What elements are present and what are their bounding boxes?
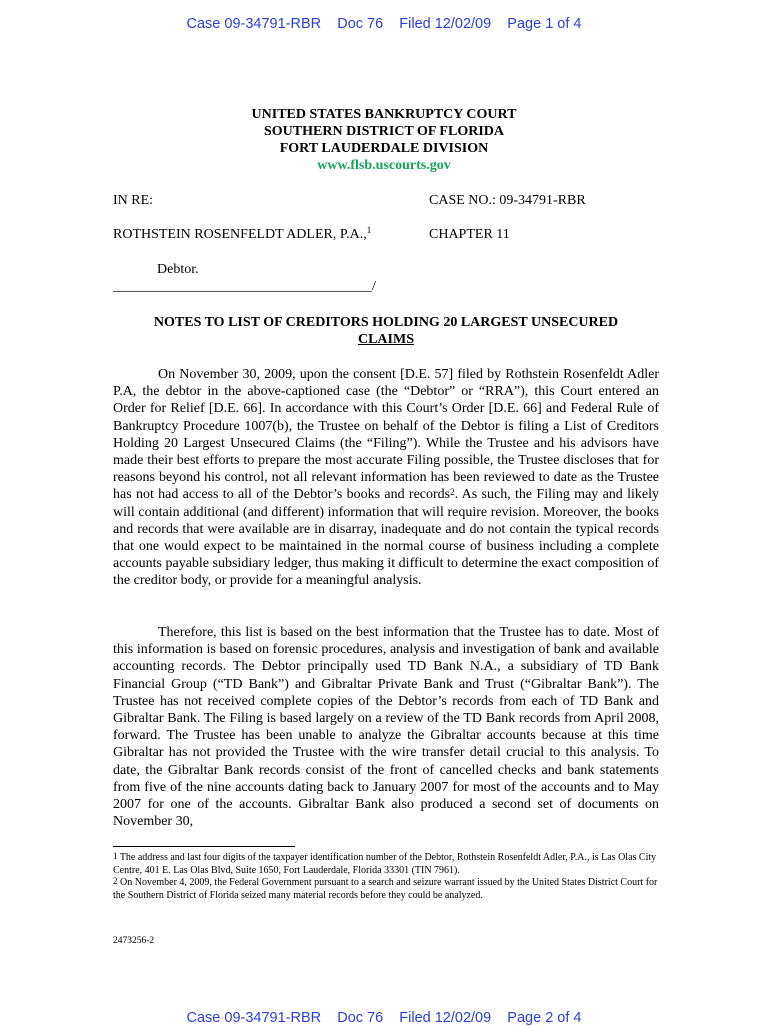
paragraph-1 — [113, 366, 659, 590]
in-re-label: IN RE: — [113, 193, 154, 208]
title-line-1: NOTES TO LIST OF CREDITORS HOLDING 20 LARGEST UNSECURED — [153, 315, 619, 330]
court-heading — [0, 106, 768, 174]
paragraph-1-text-a: On November 30, 2009, upon the consent [D.E. 57] filed by Rothstein Rosenfeldt Adler P.A, the debtor in the above-captioned case (the “Debtor” or “RRA”), this Court entered an Order for Relief [D.E. 66]. In accordance with this Court’s Order [D.E. 66] and Federal Rule of Bankruptcy Procedure 1007(b), the Trustee on behalf of the Debtor is filing a List of Creditors Holding 20 Largest Unsecured Claims (the “Filing”). While the Trustee and his advisors have made their best efforts to prepare the most accurate Filing possible, the Trustee discloses that for reasons beyond his control, not all relevant information has been reviewed to date as the Trustee has not had access to all of the Debtor’s books and records — [113, 367, 659, 503]
paragraph-1-text-b: . As such, the Filing may and likely will contain additional (and different) information that will require revision. Moreover, the books and records that were available are in disarray, inadequate and do not contain the typical records that one would expect to be maintained in the normal course of business including a complete accounts payable subsidiary ledger, thus making it difficult to determine the exact composition of the creditor body, or provide for a meaningful analysis. — [113, 487, 659, 589]
chapter-label: CHAPTER 11 — [429, 227, 510, 242]
court-name: UNITED STATES BANKRUPTCY COURT — [251, 107, 517, 122]
court-website-link[interactable]: www.flsb.uscourts.gov — [317, 158, 451, 173]
case-footer-stamp: Case 09-34791-RBR Doc 76 Filed 12/02/09 Page 2 of 4 — [186, 1010, 582, 1026]
footnote-1-text: The address and last four digits of the taxpayer identification number of the Debtor, Rothstein Rosenfeldt Adler, P.A., is Las Olas City Centre, 401 E. Las Olas Blvd, Suite 1650, Fort Lauderdale, Florida 33301 (TIN 7961). — [113, 852, 657, 876]
footnote-1 — [113, 852, 661, 877]
document-title — [112, 314, 660, 348]
debtor-label: Debtor. — [157, 262, 199, 277]
paragraph-2-text: Therefore, this list is based on the best information that the Trustee has to date. Most of this information is based on forensic procedures, analysis and investigation of bank and available accounting records. The Debtor principally used TD Bank N.A., a subsidiary of TD Bank Financial Group (“TD Bank”) and Gibraltar Private Bank and Trust (“Gibraltar Bank”). The Trustee has not received complete copies of the Debtor’s records from each of TD Bank and Gibraltar Bank. The Filing is based largely on a review of the TD Bank records from April 2008, forward. The Trustee has been unable to analyze the Gibraltar accounts because at this time Gibraltar has not provided the Trustee with the wire transfer detail crucial to this analysis. To date, the Gibraltar Bank records consist of the front of cancelled checks and bank statements from five of the nine accounts dating back to January 2007 for most of the accounts and to May 2007 for one of the accounts. Gibraltar Bank also produced a second set of documents on November 30, — [113, 625, 659, 830]
footnote-ref-2: 2 — [450, 487, 455, 498]
footnote-divider — [113, 846, 295, 847]
case-header-stamp: Case 09-34791-RBR Doc 76 Filed 12/02/09 Page 1 of 4 — [186, 16, 582, 32]
footnote-1-mark: 1 — [113, 851, 118, 861]
footnotes — [113, 852, 661, 903]
court-division: FORT LAUDERDALE DIVISION — [279, 141, 489, 156]
paragraph-2 — [113, 624, 659, 830]
footnote-2-text: On November 4, 2009, the Federal Government pursuant to a search and seizure warrant issued by the United States District Court for the Southern District of Florida seized many material records before they could be analyzed. — [113, 877, 658, 902]
caption-rule: _____________________________________/ — [113, 279, 376, 294]
title-line-2: CLAIMS — [357, 332, 414, 347]
footnote-2 — [113, 877, 661, 902]
debtor-name — [113, 227, 371, 243]
case-number: CASE NO.: 09-34791-RBR — [429, 193, 586, 208]
document-id: 2473256-2 — [113, 936, 155, 946]
court-district: SOUTHERN DISTRICT OF FLORIDA — [264, 124, 504, 139]
footnote-2-mark: 2 — [113, 876, 118, 887]
debtor-name-text: ROTHSTEIN ROSENFELDT ADLER, P.A., — [113, 227, 367, 242]
footnote-ref-1: 1 — [366, 225, 372, 235]
